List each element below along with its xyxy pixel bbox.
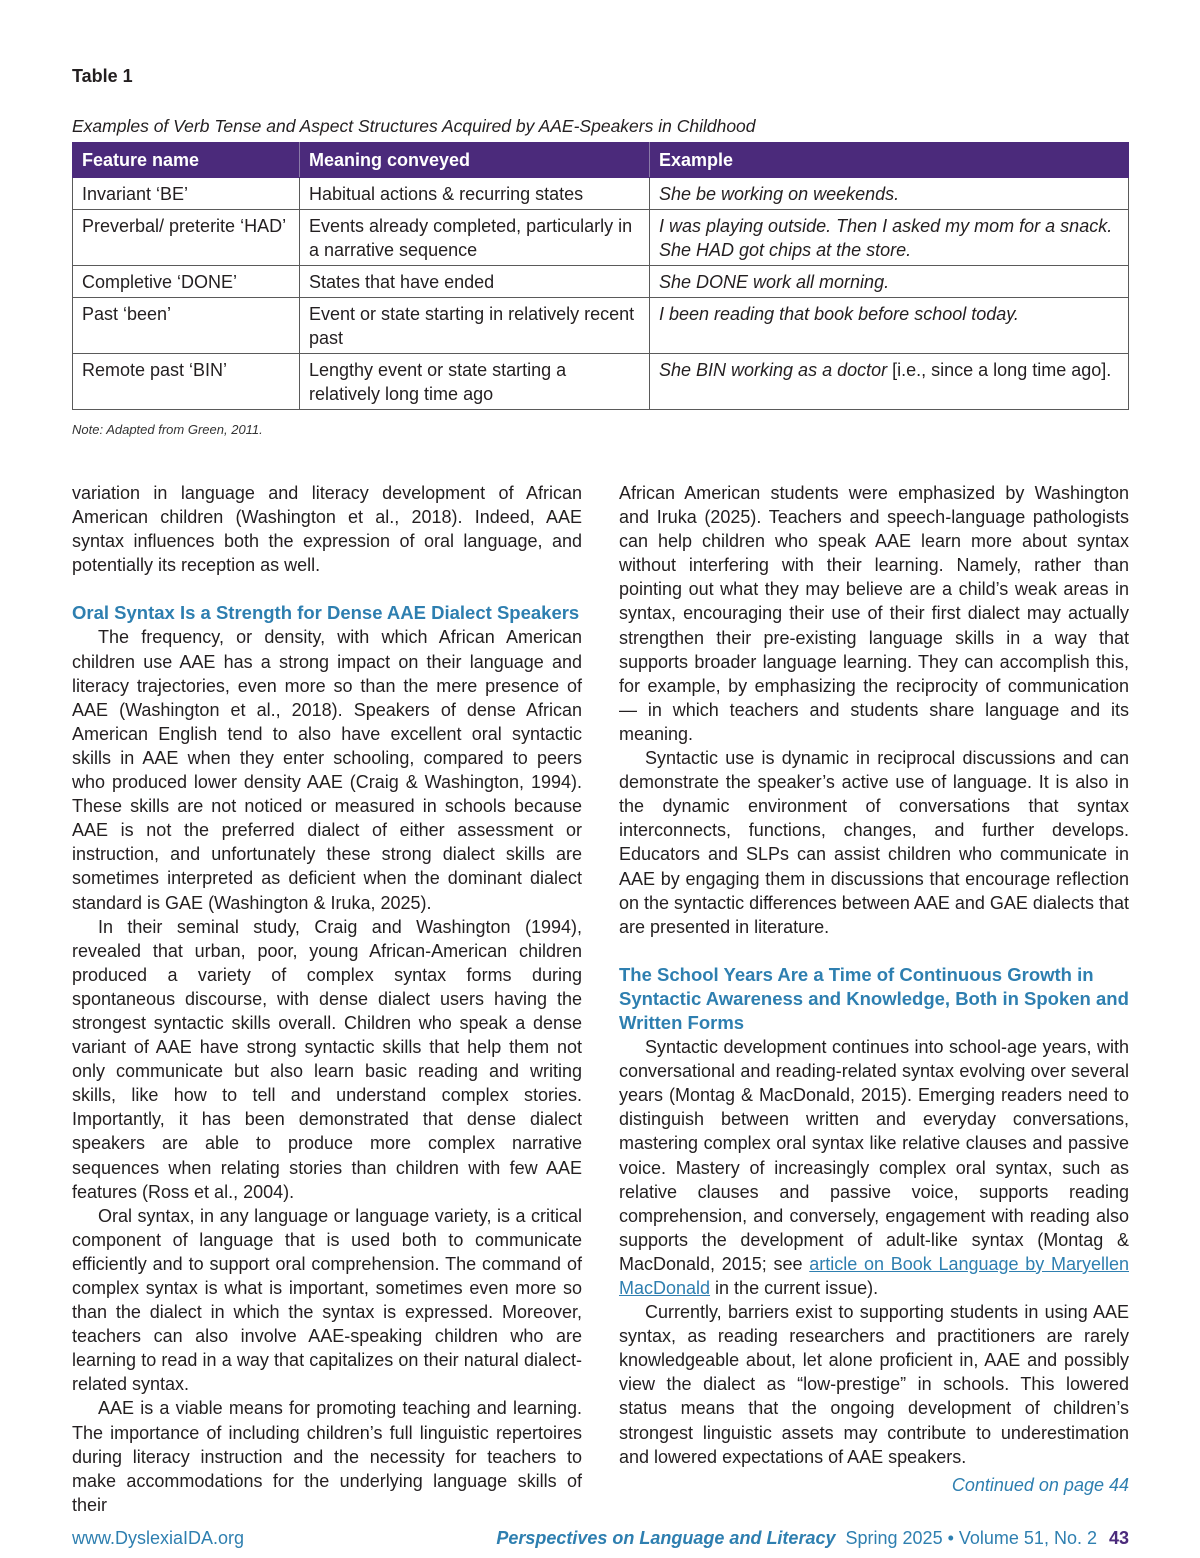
table-label: Table 1	[72, 66, 133, 86]
section-heading-school-years: The School Years Are a Time of Continuous Growth in Syntactic Awareness and Knowledge, Both in Spoken and Written Forms	[619, 963, 1129, 1033]
paragraph: Syntactic use is dynamic in reciprocal discussions and can demonstrate the speaker’s active use of language. It is also in the dynamic environment of conversations that syntax interconnects, functions, changes, and further develops. Educators and SLPs can assist children who communicate in AAE by engaging them in discussions that encourage reflection on the syntactic differences between AAE and GAE dialects that are presented in literature.	[619, 748, 1129, 937]
book-language-article-link[interactable]: article on Book Language by Maryellen MacDonald	[619, 1253, 1129, 1298]
meaning-cell: States that have ended	[300, 266, 650, 298]
meaning-cell: Habitual actions & recurring states	[300, 178, 650, 210]
paragraph: The frequency, or density, with which African American children use AAE has a strong impact on their language and literacy trajectories, even more so than the mere presence of AAE (Washington et al., 2018). Speakers of dense African American English tend to also have excellent oral syntactic skills in AAE when they enter schooling, compared to peers who produced lower density AAE (Craig & Washington, 1994). These skills are not noticed or measured in schools because AAE is not the preferred dialect of either assessment or instruction, and unfortunately these strong dialect skills are sometimes interpreted as deficient when the dominant dialect standard is GAE (Washington & Iruka, 2025).	[72, 627, 582, 913]
header-meaning-conveyed: Meaning conveyed	[300, 143, 650, 178]
paragraph: In their seminal study, Craig and Washington (1994), revealed that urban, poor, young African-American children produced a variety of complex syntax forms during spontaneous discourse, with dense dialect users having the strongest syntactic skills overall. Children who speak a dense variant of AAE have strong syntactic skills that help them not only communicate but also learn basic reading and writing skills, like how to tell and understand complex stories. Importantly, it has been demonstrated that dense dialect speakers are able to produce more complex narrative sequences when relating stories than children with few AAE features (Ross et al., 2004).	[72, 916, 582, 1202]
table-row	[73, 354, 1129, 410]
paragraph: variation in language and literacy development of African American children (Washington et al., 2018). Indeed, AAE syntax influences both the expression of oral language, and potentially its reception as well.	[72, 483, 582, 576]
journal-info	[496, 1528, 1129, 1549]
section-heading-oral-syntax: Oral Syntax Is a Strength for Dense AAE Dialect Speakers	[72, 602, 580, 624]
header-feature-name: Feature name	[73, 143, 300, 178]
paragraph-text: Syntactic development continues into school-age years, with conversational and reading-related syntax evolving over several years (Montag & MacDonald, 2015). Emerging readers need to distinguish between written and everyday conversations, mastering complex oral syntax like relative clauses and passive voice. Mastery of increasingly complex oral syntax, such as relative clauses and passive voice, supports reading comprehension, and conversely, engagement with reading also supports the development of adult-like syntax (Montag & MacDonald, 2015; see	[619, 1037, 1129, 1274]
paragraph: Currently, barriers exist to supporting students in using AAE syntax, as reading researchers and practitioners are rarely knowledgeable about, let alone proficient in, AAE and possibly view the dialect as “low-prestige” in schools. This lowered status means that the ongoing development of children’s strongest linguistic assets may contribute to underestimation and lowered expectations of AAE speakers.	[619, 1302, 1129, 1467]
paragraph: African American students were emphasized by Washington and Iruka (2025). Teachers and speech-language pathologists can help children who speak AAE learn more about syntax without interfering with their learning. Namely, rather than pointing out what they may believe are a child’s weak areas in syntax, encouraging their use of their first dialect may actually strengthen their pre-existing language skills in a way that supports broader language learning. They can accomplish this, for example, by emphasizing the reciprocity of communication — in which teachers and students share language and its meaning.	[619, 483, 1129, 744]
meaning-cell: Event or state starting in relatively recent past	[300, 298, 650, 354]
table-caption: Examples of Verb Tense and Aspect Structures Acquired by AAE-Speakers in Childhood	[72, 116, 756, 136]
table-note: Note: Adapted from Green, 2011.	[72, 422, 263, 437]
table-row	[73, 178, 1129, 210]
example-cell	[650, 354, 1129, 410]
table-row	[73, 266, 1129, 298]
example-cell: I been reading that book before school today.	[650, 298, 1129, 354]
feature-cell: Invariant ‘BE’	[73, 178, 300, 210]
feature-cell: Past ‘been’	[73, 298, 300, 354]
example-cell: I was playing outside. Then I asked my mom for a snack. She HAD got chips at the store.	[650, 210, 1129, 266]
table-header-row	[73, 143, 1129, 178]
feature-cell: Remote past ‘BIN’	[73, 354, 300, 410]
table-row	[73, 298, 1129, 354]
issue-info: Spring 2025 • Volume 51, No. 2	[845, 1528, 1097, 1548]
table-row	[73, 210, 1129, 266]
paragraph	[619, 1035, 1129, 1300]
verb-tense-table	[72, 142, 1129, 410]
feature-cell: Completive ‘DONE’	[73, 266, 300, 298]
paragraph: AAE is a viable means for promoting teaching and learning. The importance of including children’s full linguistic repertoires during literacy instruction and the necessity for teachers to make accommodations for the underlying language skills of their	[72, 1398, 582, 1515]
meaning-cell: Events already completed, particularly in a narrative sequence	[300, 210, 650, 266]
left-column	[72, 481, 582, 1517]
journal-name: Perspectives on Language and Literacy	[496, 1528, 836, 1548]
paragraph-text: in the current issue).	[710, 1278, 879, 1298]
feature-cell: Preverbal/ preterite ‘HAD’	[73, 210, 300, 266]
example-italic: She BIN working as a doctor	[659, 360, 888, 380]
meaning-cell: Lengthy event or state starting a relatively long time ago	[300, 354, 650, 410]
example-cell: She DONE work all morning.	[650, 266, 1129, 298]
example-suffix: [i.e., since a long time ago].	[887, 360, 1112, 380]
right-column	[619, 481, 1129, 1497]
website-link[interactable]: www.DyslexiaIDA.org	[72, 1528, 245, 1548]
page-number: 43	[1108, 1528, 1129, 1548]
paragraph: Oral syntax, in any language or language variety, is a critical component of language that is used both to communicate efficiently and to support oral comprehension. The command of complex syntax is what is important, sometimes even more so than the dialect in which the syntax is expressed. Moreover, teachers can also involve AAE-speaking children who are learning to read in a way that capitalizes on their natural dialect-related syntax.	[72, 1205, 582, 1395]
header-example: Example	[650, 143, 1129, 178]
continued-link[interactable]: Continued on page 44	[951, 1474, 1129, 1495]
example-cell: She be working on weekends.	[650, 178, 1129, 210]
